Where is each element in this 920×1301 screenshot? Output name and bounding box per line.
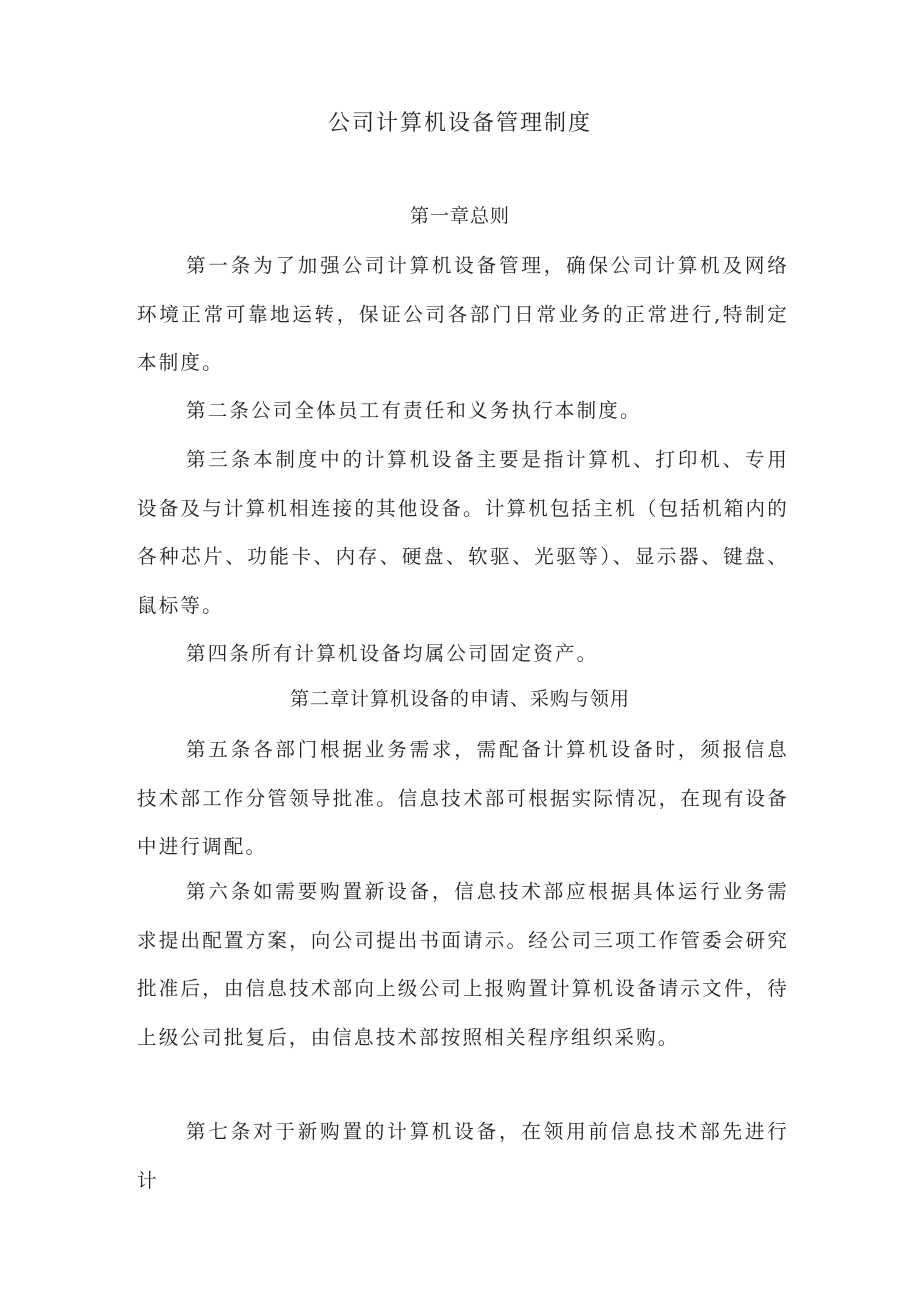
chapter-1-heading: 第一章总则	[409, 205, 510, 227]
article-2: 第二条公司全体员工有责任和义务执行本制度。	[186, 399, 642, 422]
article-6: 第六条如需要购置新设备，信息技术部应根据具体运行业务需求提出配置方案，向公司提出书面请示。经公司三项工作管委会研究批准后，由信息技术部向上级公司上报购置计算机设备请示文件，待上级公司批复后，由信息技术部按照相关程序组织采购。	[137, 880, 789, 1049]
article-5: 第五条各部门根据业务需求，需配备计算机设备时，须报信息技术部工作分管领导批准。信息技术部可根据实际情况，在现有设备中进行调配。	[137, 738, 789, 858]
article-4: 第四条所有计算机设备均属公司固定资产。	[186, 642, 599, 665]
document-title: 公司计算机设备管理制度	[327, 111, 592, 136]
article-7: 第七条对于新购置的计算机设备，在领用前信息技术部先进行计	[137, 1120, 789, 1192]
article-1: 第一条为了加强公司计算机设备管理，确保公司计算机及网络环境正常可靠地运转，保证公司各部门日常业务的正常进行,特制定本制度。	[137, 254, 789, 374]
chapter-2-heading: 第二章计算机设备的申请、采购与领用	[289, 688, 630, 710]
article-3: 第三条本制度中的计算机设备主要是指计算机、打印机、专用设备及与计算机相连接的其他设备。计算机包括主机（包括机箱内的各种芯片、功能卡、内存、硬盘、软驱、光驱等）、显示器、键盘、鼠标等。	[137, 448, 789, 617]
